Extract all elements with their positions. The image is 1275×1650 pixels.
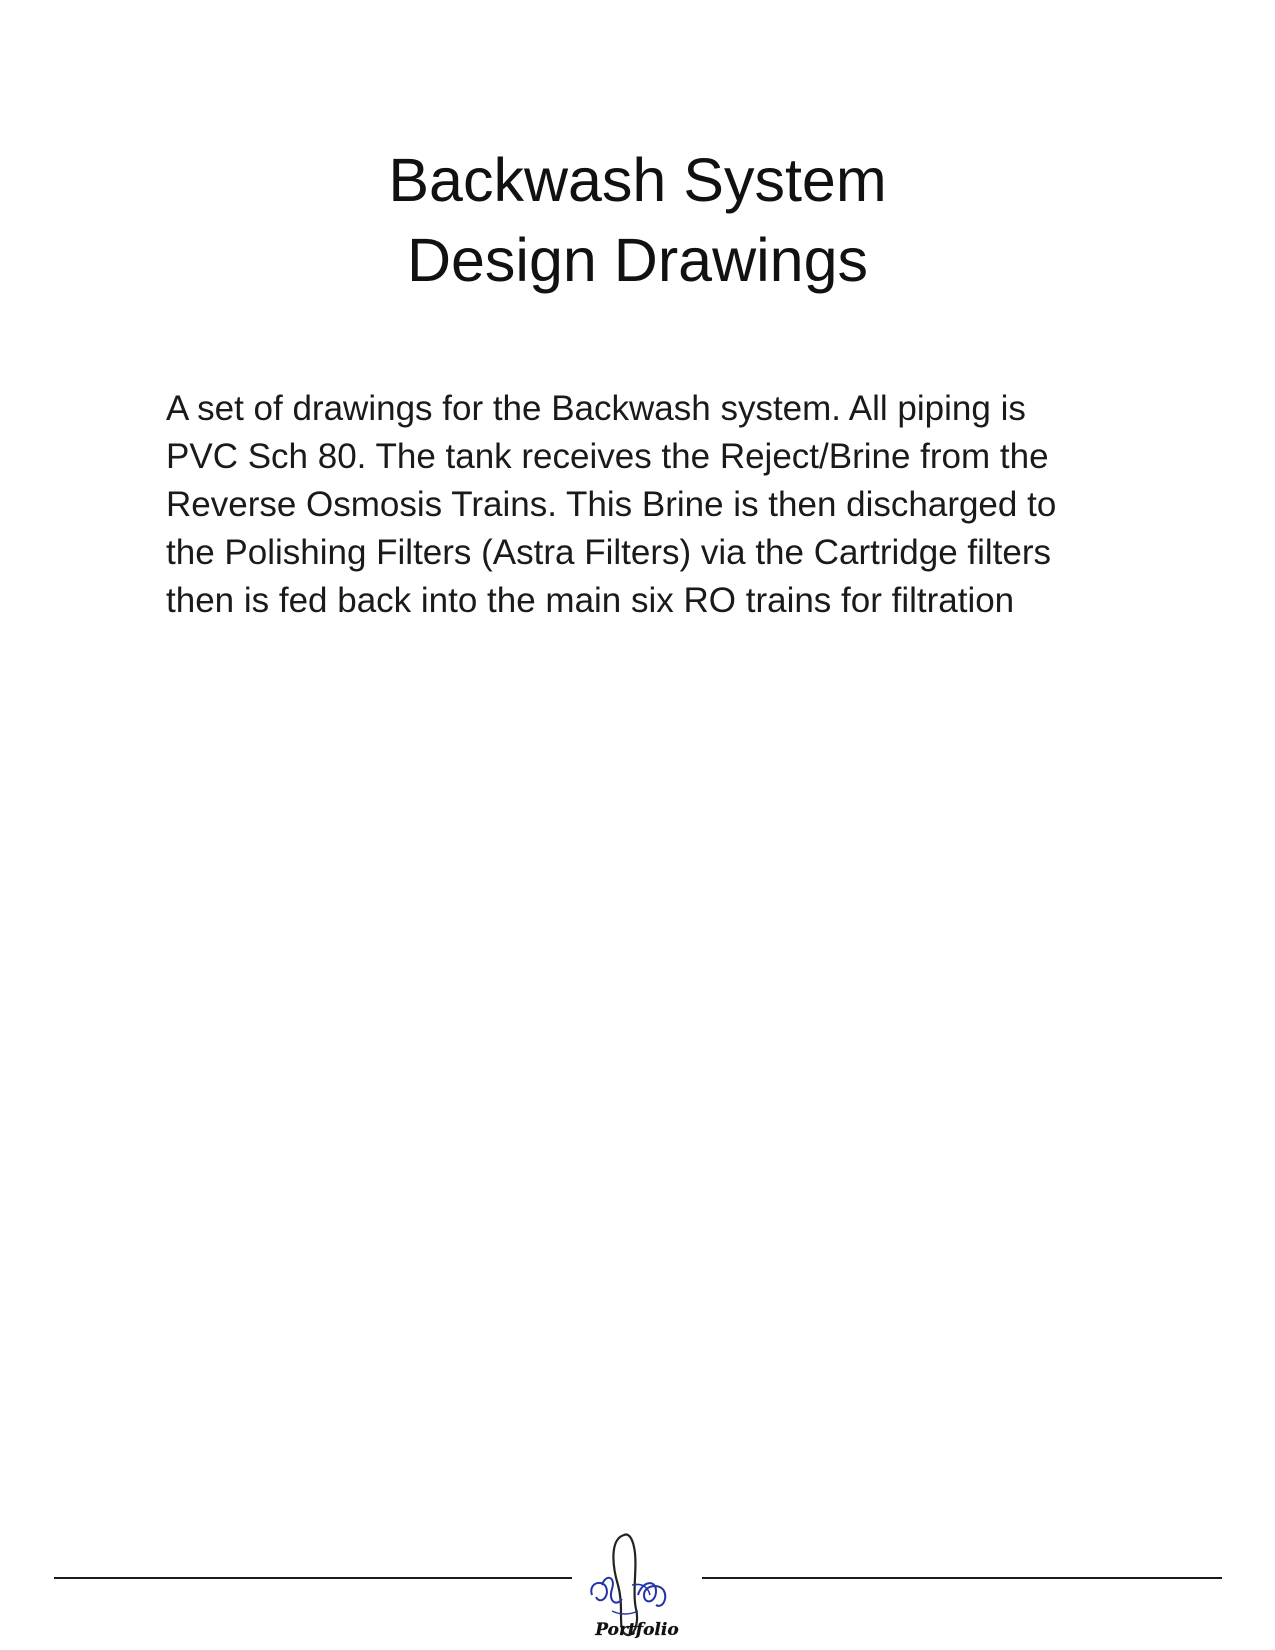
portfolio-logo (572, 1525, 702, 1643)
logo-wordmark: Portfolio (595, 1620, 679, 1640)
paragraph-line: A set of drawings for the Backwash system. All piping is (166, 389, 1026, 428)
paragraph-line: Reverse Osmosis Trains. This Brine is then discharged to (166, 485, 1057, 524)
paragraph-line: PVC Sch 80. The tank receives the Reject/Brine from the (166, 437, 1049, 476)
paragraph-line: then is fed back into the main six RO trains for filtration (166, 581, 1015, 620)
paragraph-line: the Polishing Filters (Astra Filters) via the Cartridge filters (166, 533, 1051, 572)
monogram-logo-icon (572, 1525, 702, 1643)
title-line-1: Backwash System (388, 146, 887, 214)
title-line-2: Design Drawings (406, 226, 869, 294)
description-paragraph (166, 385, 1126, 625)
page-title (0, 140, 1275, 300)
